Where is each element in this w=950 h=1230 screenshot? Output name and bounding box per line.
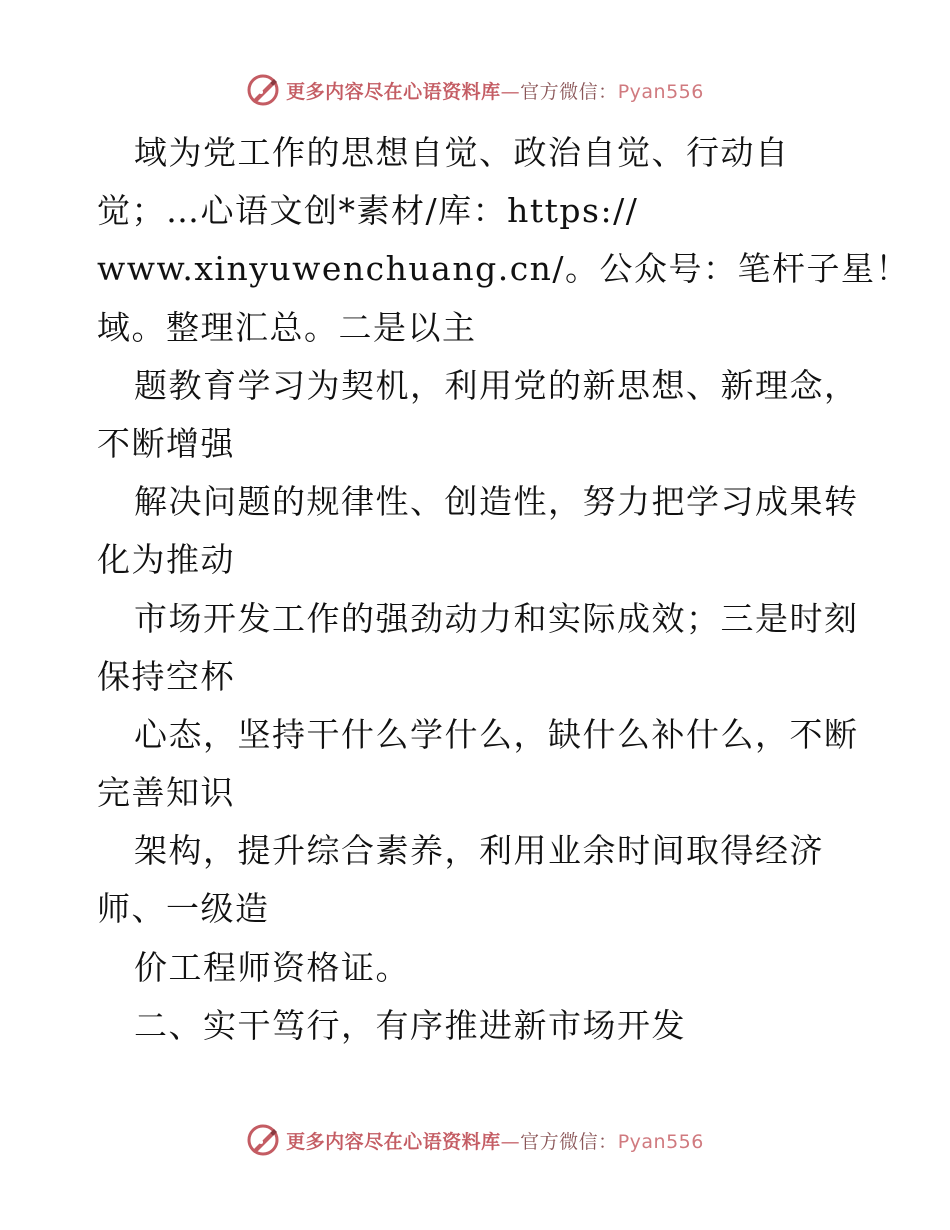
body-line: 师、一级造 [97, 889, 270, 929]
body-line-url: www.xinyuwenchuang.cn/。公众号：笔杆子星！ [97, 249, 911, 289]
body-line: 觉；…心语文创*素材/库：https:// [97, 191, 639, 231]
body-line: 题教育学习为契机，利用党的新思想、新理念， [134, 365, 859, 405]
watermark-separator: — [500, 1130, 521, 1153]
watermark-site-text: 更多内容尽在心语资料库 [286, 1130, 501, 1153]
body-line: 市场开发工作的强劲动力和实际成效；三是时刻 [134, 598, 859, 638]
body-line: 域为党工作的思想自觉、政治自觉、行动自 [134, 133, 790, 172]
document-body [97, 124, 911, 1055]
body-line: 架构，提升综合素养，利用业余时间取得经济 [134, 831, 824, 871]
watermark-banner-top [0, 70, 950, 110]
watermark-wechat-label: 官方微信： [520, 1130, 618, 1153]
watermark-text [286, 1127, 704, 1154]
watermark-separator: — [500, 80, 521, 103]
body-line: 完善知识 [97, 773, 235, 813]
watermark-site-text: 更多内容尽在心语资料库 [286, 80, 501, 103]
body-line: 域。整理汇总。二是以主 [97, 307, 477, 347]
body-line: 价工程师资格证。 [134, 947, 410, 987]
watermark-banner-bottom [0, 1120, 950, 1160]
body-line: 解决问题的规律性、创造性，努力把学习成果转 [134, 482, 859, 522]
watermark-wechat-id: Pyan556 [617, 80, 704, 103]
pen-logo-icon [246, 1123, 280, 1157]
pen-logo-icon [246, 73, 280, 107]
body-line: 化为推动 [97, 540, 235, 580]
watermark-wechat-label: 官方微信： [520, 80, 618, 103]
watermark-text [286, 77, 704, 104]
watermark-wechat-id: Pyan556 [617, 1130, 704, 1153]
body-line: 心态，坚持干什么学什么，缺什么补什么，不断 [134, 714, 859, 754]
body-line: 保持空杯 [97, 656, 235, 696]
section-heading: 二、实干笃行，有序推进新市场开发 [134, 1005, 686, 1045]
body-line: 不断增强 [97, 423, 235, 463]
